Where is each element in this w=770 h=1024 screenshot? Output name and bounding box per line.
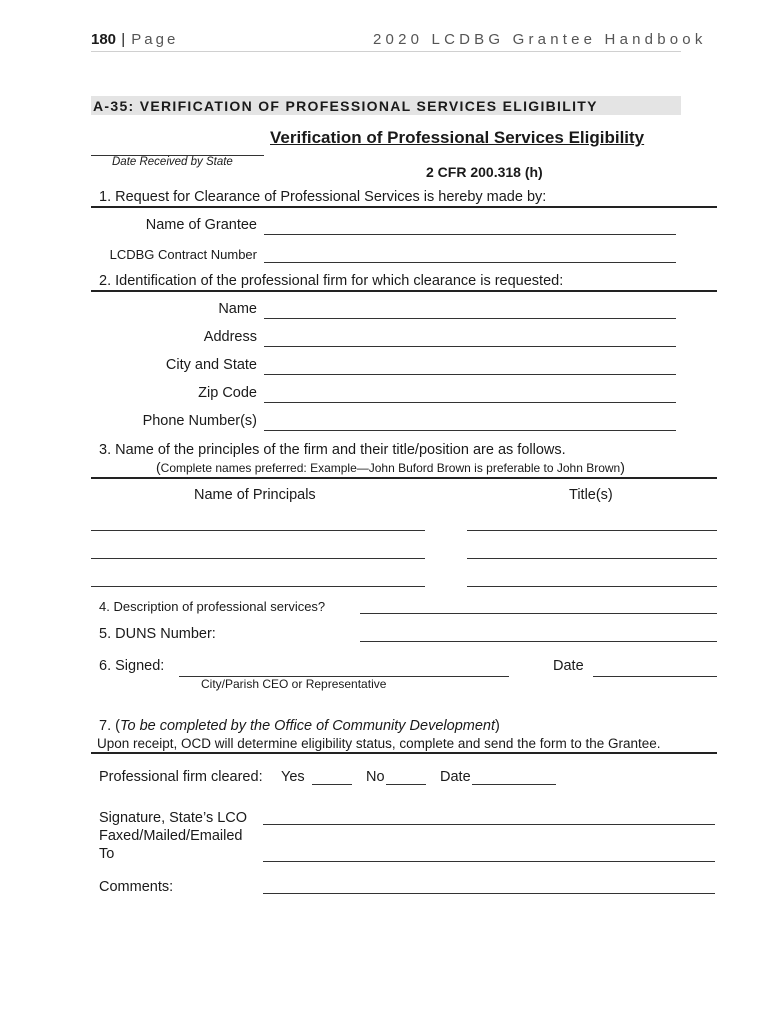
principals-column-header: Name of Principals [194, 487, 316, 503]
firm-address-field[interactable] [264, 346, 676, 347]
firm-phone-field[interactable] [264, 430, 676, 431]
principal-name-field-2[interactable] [91, 558, 425, 559]
cleared-yes-field[interactable] [312, 784, 352, 785]
signer-caption: City/Parish CEO or Representative [201, 677, 387, 691]
principal-title-field-3[interactable] [467, 586, 717, 587]
header-separator: | [121, 31, 127, 48]
question-7-rule [91, 752, 717, 754]
header-divider [91, 51, 681, 52]
cleared-yes-label: Yes [281, 769, 305, 785]
contract-number-field[interactable] [264, 262, 676, 263]
question-7-text: Upon receipt, OCD will determine eligibility status, complete and send the form to the Grantee. [97, 736, 661, 751]
grantee-name-field[interactable] [264, 234, 676, 235]
firm-name-label: Name [218, 301, 257, 317]
date-field[interactable] [593, 676, 717, 677]
lco-signature-label: Signature, State’s LCO [99, 810, 248, 826]
services-description-field[interactable] [360, 613, 717, 614]
question-3: 3. Name of the principles of the firm and their title/position are as follows. [99, 442, 566, 458]
cleared-date-field[interactable] [472, 784, 556, 785]
lco-signature-field[interactable] [263, 824, 715, 825]
question-3-rule [91, 477, 717, 479]
principal-title-field-1[interactable] [467, 530, 717, 531]
form-title: Verification of Professional Services Eligibility [270, 128, 645, 147]
principal-name-field-1[interactable] [91, 530, 425, 531]
cleared-no-field[interactable] [386, 784, 426, 785]
firm-city-state-label: City and State [165, 357, 257, 373]
principal-name-field-3[interactable] [91, 586, 425, 587]
question-2: 2. Identification of the professional firm for which clearance is requested: [99, 273, 564, 289]
date-label: Date [553, 658, 584, 674]
handbook-title: 2020 LCDBG Grantee Handbook [373, 31, 707, 48]
question-6: 6. Signed: [99, 658, 165, 674]
question-1-rule [91, 206, 717, 208]
firm-cleared-label: Professional firm cleared: [99, 769, 263, 785]
q7-suffix: ) [495, 718, 500, 734]
firm-address-label: Address [203, 329, 257, 345]
duns-number-field[interactable] [360, 641, 717, 642]
question-7 [99, 718, 500, 734]
question-1: 1. Request for Clearance of Professional Services is hereby made by: [99, 189, 547, 205]
faxed-label: Faxed/Mailed/Emailed [99, 828, 243, 844]
question-5: 5. DUNS Number: [99, 626, 216, 642]
note-open-paren: ( [156, 459, 161, 475]
page-number: 180 [91, 31, 117, 48]
section-heading: A-35: VERIFICATION OF PROFESSIONAL SERVICES ELIGIBILITY [91, 96, 681, 115]
date-received-label: Date Received by State [112, 156, 233, 168]
contract-number-label: LCDBG Contract Number [109, 247, 257, 262]
page-word: Page [131, 31, 179, 48]
firm-name-field[interactable] [264, 318, 676, 319]
page-header-number [91, 31, 178, 48]
cleared-date-label: Date [440, 769, 471, 785]
titles-column-header: Title(s) [569, 487, 613, 503]
question-4: 4. Description of professional services? [99, 599, 326, 614]
firm-city-state-field[interactable] [264, 374, 676, 375]
firm-zip-field[interactable] [264, 402, 676, 403]
firm-phone-label: Phone Number(s) [142, 413, 257, 429]
cfr-reference: 2 CFR 200.318 (h) [426, 164, 543, 180]
comments-label: Comments: [99, 879, 174, 895]
q7-italic: To be completed by the Office of Community Development [119, 718, 495, 734]
question-3-note [156, 459, 625, 475]
firm-zip-label: Zip Code [198, 385, 257, 401]
grantee-name-label: Name of Grantee [145, 217, 257, 233]
note-text: Complete names preferred: Example—John Buford Brown is preferable to John Brown [160, 461, 621, 475]
faxed-to-field[interactable] [263, 861, 715, 862]
note-close-paren: ) [620, 459, 625, 475]
question-2-rule [91, 290, 717, 292]
principal-title-field-2[interactable] [467, 558, 717, 559]
faxed-to-label: To [99, 846, 115, 862]
cleared-no-label: No [366, 769, 385, 785]
comments-field[interactable] [263, 893, 715, 894]
q7-prefix: 7. ( [99, 718, 120, 734]
